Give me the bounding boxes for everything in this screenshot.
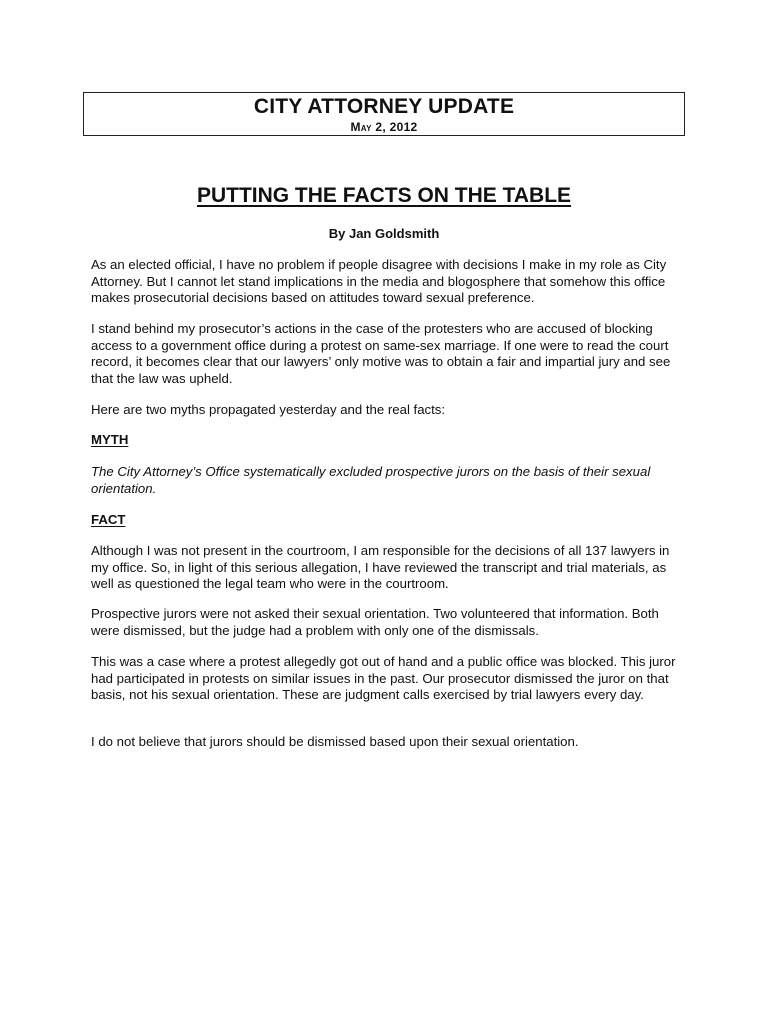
- header-box: [83, 92, 685, 136]
- paragraph-myth-text: The City Attorney’s Office systematically excluded prospective jurors on the basis of their sexual orientation.: [91, 464, 651, 496]
- paragraph-fact-2: [91, 606, 687, 639]
- article-title: PUTTING THE FACTS ON THE TABLE: [196, 184, 572, 207]
- paragraph-myth: [91, 464, 687, 497]
- paragraph-stand-text: I stand behind my prosecutor’s actions in the case of the protesters who are accused of blocking access to a government office during a protest on same-sex marriage. If one were to read the court record, it becomes clear that our lawyers’ only motive was to obtain a fair and impartial jury and see that the law was upheld.: [91, 321, 671, 386]
- paragraph-fact-1: [91, 543, 687, 593]
- myth-heading: MYTH: [91, 432, 129, 447]
- paragraph-stand: [91, 321, 687, 387]
- header-title: CITY ATTORNEY UPDATE: [253, 95, 515, 118]
- paragraph-intro: [91, 257, 687, 307]
- paragraph-closing: [91, 734, 687, 751]
- paragraph-fact-2-text: Prospective jurors were not asked their sexual orientation. Two volunteered that information. Both were dismissed, but the judge had a problem with only one of the dismissals.: [91, 606, 659, 638]
- paragraph-fact-1-text: Although I was not present in the courtroom, I am responsible for the decisions of all 137 lawyers in my office. So, in light of this serious allegation, I have reviewed the transcript and trial materials, as well as questioned the legal team who were in the courtroom.: [91, 543, 670, 592]
- article-byline: By Jan Goldsmith: [328, 226, 440, 241]
- fact-heading: FACT: [91, 512, 126, 527]
- header-date: May 2, 2012: [350, 120, 418, 134]
- paragraph-myths-intro: [91, 402, 687, 419]
- paragraph-fact-3-text: This was a case where a protest allegedly got out of hand and a public office was blocked. This juror had participated in protests on similar issues in the past. Our prosecutor dismissed the juror on that basis, not his sexual orientation. These are judgment calls exercised by trial lawyers every day.: [91, 654, 676, 703]
- paragraph-closing-text: I do not believe that jurors should be dismissed based upon their sexual orientation.: [91, 734, 579, 749]
- paragraph-myths-intro-text: Here are two myths propagated yesterday and the real facts:: [91, 402, 446, 417]
- paragraph-intro-text: As an elected official, I have no problem if people disagree with decisions I make in my role as City Attorney. But I cannot let stand implications in the media and blogosphere that somehow this office makes prosecutorial decisions based on attitudes toward sexual preference.: [91, 257, 667, 306]
- paragraph-fact-3: [91, 654, 687, 704]
